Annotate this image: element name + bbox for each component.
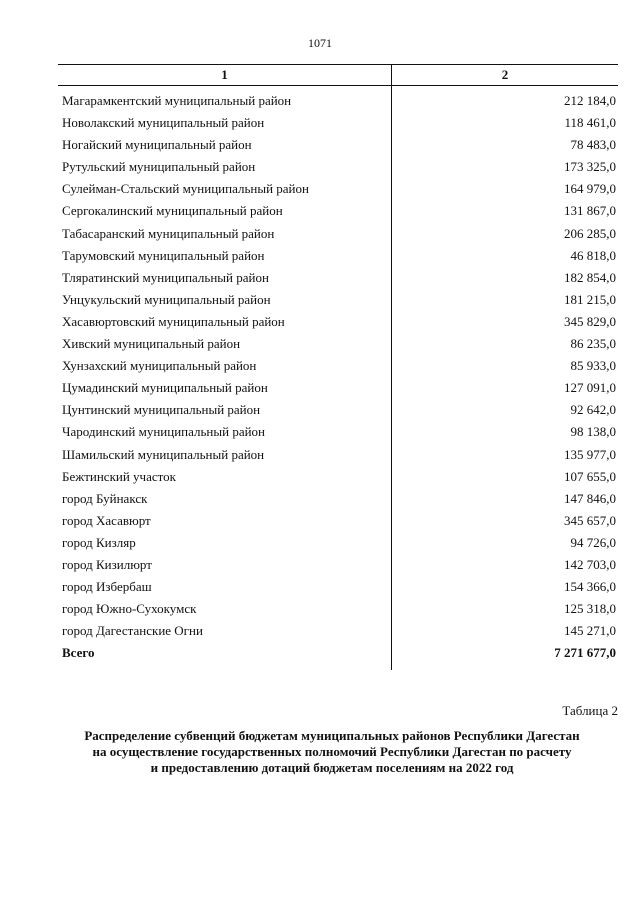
municipality-name: город Кизилюрт	[62, 556, 152, 572]
municipality-name: город Кизляр	[62, 534, 136, 550]
table-row	[58, 90, 618, 112]
municipality-name: город Дагестанские Огни	[62, 623, 203, 639]
municipality-name: город Избербаш	[62, 579, 152, 595]
column-header-2: 2	[501, 67, 509, 82]
municipality-name: Хасавюртовский муниципальный район	[62, 313, 285, 329]
subsidy-value: 92 642,0	[570, 402, 616, 418]
subsidy-value: 86 235,0	[570, 336, 616, 352]
table-header-row	[58, 64, 618, 86]
total-value: 7 271 677,0	[554, 645, 616, 661]
table-row	[58, 333, 618, 355]
table-row	[58, 112, 618, 134]
municipality-name: Сулейман-Стальский муниципальный район	[62, 181, 309, 197]
subsidy-table	[58, 64, 618, 670]
subsidy-value: 131 867,0	[564, 203, 616, 219]
subsidy-value: 78 483,0	[570, 137, 616, 153]
table-row	[58, 156, 618, 178]
subsidy-value: 107 655,0	[564, 468, 616, 484]
municipality-name: Бежтинский участок	[62, 468, 176, 484]
table-row	[58, 444, 618, 466]
subsidy-value: 145 271,0	[564, 623, 616, 639]
table-row	[58, 245, 618, 267]
table-2-title-line: Распределение субвенций бюджетам муниципальных районов Республики Дагестан	[84, 728, 580, 743]
table-row	[58, 134, 618, 156]
table-row	[58, 178, 618, 200]
table-row	[58, 620, 618, 642]
municipality-name: город Хасавюрт	[62, 512, 151, 528]
municipality-name: город Буйнакск	[62, 490, 148, 506]
municipality-name: Цумадинский муниципальный район	[62, 380, 268, 396]
municipality-name: Ногайский муниципальный район	[62, 137, 252, 153]
subsidy-value: 182 854,0	[564, 269, 616, 285]
subsidy-value: 181 215,0	[564, 291, 616, 307]
municipality-name: город Южно-Сухокумск	[62, 601, 197, 617]
table-row	[58, 576, 618, 598]
table-row	[58, 377, 618, 399]
subsidy-value: 125 318,0	[564, 601, 616, 617]
table-row	[58, 488, 618, 510]
municipality-name: Тляратинский муниципальный район	[62, 269, 269, 285]
table-2-title-line: и предоставлению дотаций бюджетам поселениям на 2022 год	[150, 760, 514, 775]
page-number: 1071	[308, 36, 332, 50]
subsidy-value: 94 726,0	[570, 534, 616, 550]
municipality-name: Рутульский муниципальный район	[62, 159, 256, 175]
table-body	[58, 86, 618, 670]
subsidy-value: 345 829,0	[564, 313, 616, 329]
municipality-name: Новолакский муниципальный район	[62, 115, 265, 131]
subsidy-value: 147 846,0	[564, 490, 616, 506]
table-row	[58, 510, 618, 532]
table-row	[58, 598, 618, 620]
column-header-1: 1	[58, 65, 392, 85]
table-row	[58, 311, 618, 333]
municipality-name: Сергокалинский муниципальный район	[62, 203, 283, 219]
subsidy-value: 46 818,0	[570, 247, 616, 263]
subsidy-value: 345 657,0	[564, 512, 616, 528]
table-row	[58, 289, 618, 311]
table-row	[58, 355, 618, 377]
municipality-name: Унцукульский муниципальный район	[62, 291, 271, 307]
subsidy-value: 212 184,0	[564, 93, 616, 108]
subsidy-value: 135 977,0	[564, 446, 616, 462]
table-row	[58, 200, 618, 222]
municipality-name: Хунзахский муниципальный район	[62, 358, 257, 374]
subsidy-value: 142 703,0	[564, 556, 616, 572]
subsidy-value: 173 325,0	[564, 159, 616, 175]
table-row	[58, 466, 618, 488]
municipality-name: Цунтинский муниципальный район	[62, 402, 261, 418]
table-total-row	[58, 642, 618, 664]
subsidy-value: 154 366,0	[564, 579, 616, 595]
table-2-title	[40, 728, 624, 776]
table-2-caption: Таблица 2	[562, 703, 618, 718]
municipality-name: Хивский муниципальный район	[62, 336, 241, 352]
table-row	[58, 399, 618, 421]
subsidy-value: 118 461,0	[564, 115, 616, 131]
subsidy-value: 98 138,0	[570, 424, 616, 440]
municipality-name: Шамильский муниципальный район	[62, 446, 265, 462]
subsidy-value: 206 285,0	[564, 225, 616, 241]
total-label: Всего	[62, 645, 95, 661]
municipality-name: Тарумовский муниципальный район	[62, 247, 265, 263]
table-row	[58, 421, 618, 443]
municipality-name: Магарамкентский муниципальный район	[62, 93, 292, 108]
municipality-name: Табасаранский муниципальный район	[62, 225, 275, 241]
table-row	[58, 267, 618, 289]
municipality-name: Чародинский муниципальный район	[62, 424, 266, 440]
table-row	[58, 554, 618, 576]
table-row	[58, 223, 618, 245]
subsidy-value: 127 091,0	[564, 380, 616, 396]
subsidy-value: 85 933,0	[570, 358, 616, 374]
table-row	[58, 532, 618, 554]
table-2-title-line: на осуществление государственных полномочий Республики Дагестан по расчету	[92, 744, 572, 759]
subsidy-value: 164 979,0	[564, 181, 616, 197]
